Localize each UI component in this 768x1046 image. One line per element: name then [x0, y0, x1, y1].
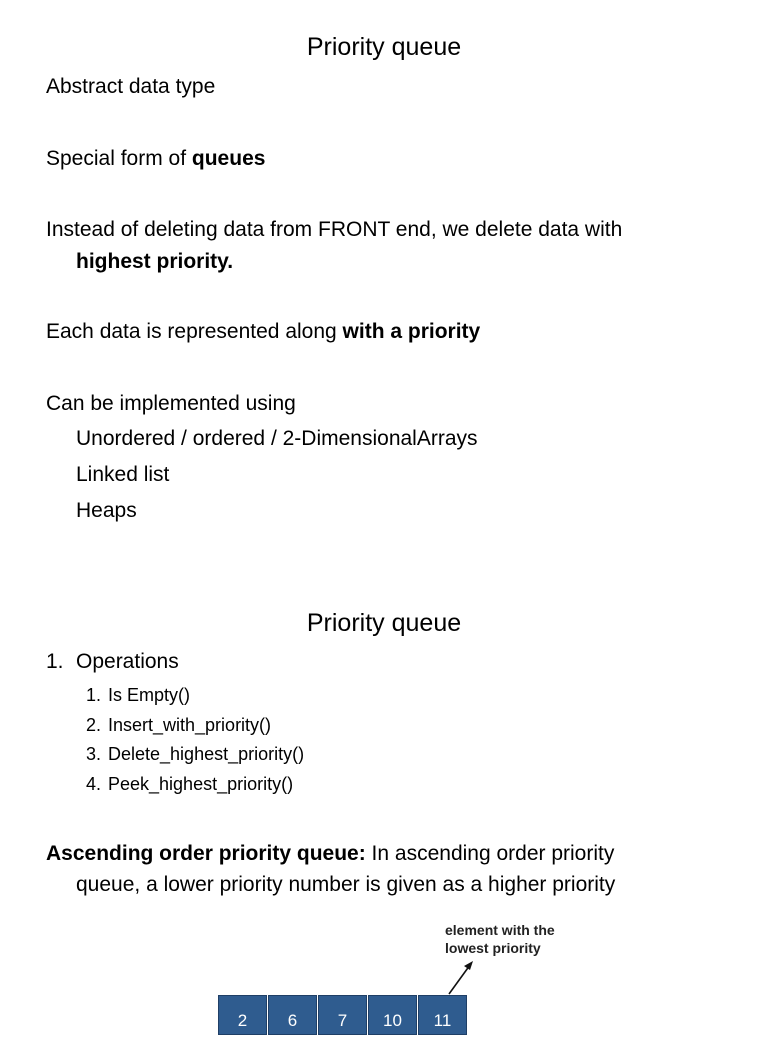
list-number: 2. — [86, 715, 102, 735]
operation-label: Delete_highest_priority() — [108, 744, 305, 764]
text-ascending-plain: In ascending order priority — [365, 842, 615, 865]
text-ascending-bold: Ascending order priority queue: — [46, 842, 366, 865]
text-each-data — [46, 318, 480, 346]
operation-item — [86, 683, 190, 707]
operation-item — [86, 713, 271, 737]
array-cells — [218, 995, 468, 1035]
text-ascending-continued: queue, a lower priority number is given as a higher priority — [76, 873, 616, 896]
text-with-priority-bold: with a priority — [342, 320, 481, 343]
text-ascending-order — [46, 840, 614, 868]
text-special-form-plain: Special form of — [46, 147, 192, 170]
array-cell: 6 — [268, 995, 317, 1035]
list-number: 3. — [86, 744, 102, 764]
operation-label: Peek_highest_priority() — [108, 774, 294, 794]
text-instead-of-deleting: Instead of deleting data from FRONT end, we delete data with — [46, 218, 623, 241]
text-special-form — [46, 145, 265, 173]
text-can-be-implemented: Can be implemented using — [46, 392, 296, 415]
operations-label: Operations — [76, 650, 179, 673]
operations-heading — [46, 648, 179, 676]
list-number: 1. — [86, 685, 102, 705]
arrow-up-right-icon — [446, 959, 476, 997]
operation-label: Insert_with_priority() — [108, 715, 272, 735]
annotation-line-2: lowest priority — [445, 940, 541, 956]
priority-array-diagram — [0, 915, 768, 1030]
array-cell: 7 — [318, 995, 367, 1035]
operation-label: Is Empty() — [108, 685, 191, 705]
impl-item-heaps: Heaps — [76, 499, 137, 522]
array-cell: 10 — [368, 995, 417, 1035]
list-number: 4. — [86, 774, 102, 794]
slide-title: Priority queue — [306, 33, 462, 61]
annotation-line-1: element with the — [445, 922, 555, 938]
array-cell: 2 — [218, 995, 267, 1035]
text-each-data-plain: Each data is represented along — [46, 320, 343, 343]
text-abstract-data-type: Abstract data type — [46, 75, 216, 98]
text-queues-bold: queues — [191, 147, 266, 170]
text-highest-priority: highest priority. — [76, 250, 234, 273]
impl-item-linked-list: Linked list — [76, 463, 170, 486]
slide-title: Priority queue — [306, 609, 462, 637]
operation-item — [86, 772, 293, 796]
array-cell: 11 — [418, 995, 467, 1035]
annotation-lowest-priority — [445, 921, 555, 957]
impl-item-arrays: Unordered / ordered / 2-DimensionalArrays — [76, 427, 478, 450]
operation-item — [86, 742, 304, 766]
list-number: 1. — [46, 650, 64, 673]
